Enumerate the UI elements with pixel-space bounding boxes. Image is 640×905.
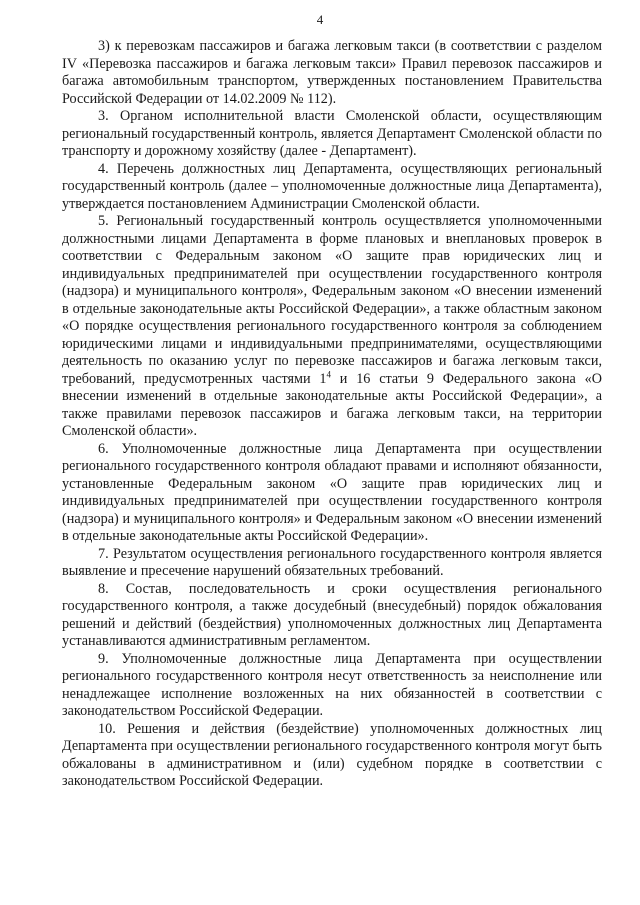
paragraph-5-text-end: и 16 статьи 9 Федерального закона «О внесении изменений в отдельные законодательные акты Российской Федерации», а также правилами перевозок пассажиров и багажа легковым такси, на территории Смоленской области». [62,370,602,439]
paragraph-10-appeal: 10. Решения и действия (бездействие) уполномоченных должностных лиц Департамента при осуществлении регионального государственного контроля могут быть обжалованы в административном и (или) судебном порядке в соответствии с законодательством Российской Федерации. [62,720,602,789]
paragraph-3-executive-body: 3. Органом исполнительной власти Смоленской области, осуществляющим региональный государственный контроль, является Департамент Смоленской области по транспорту и дорожному хозяйству (далее - Департамент). [62,108,602,159]
paragraph-7-result: 7. Результатом осуществления регионального государственного контроля является выявление и пресечение нарушений обязательных требований. [62,545,602,579]
paragraph-6-rights-duties: 6. Уполномоченные должностные лица Департамента при осуществлении регионального государственного контроля обладают правами и исполняют обязанности, установленные Федеральным законом «О защите прав юридических лиц и индивидуальных предпринимателей при осуществлении государственного контроля (надзора) и муниципального контроля» и Федеральным законом «О внесении изменений в отдельные законодательные акты Российской Федерации». [62,440,602,544]
paragraph-5-control-forms [62,213,602,441]
paragraph-5-superscript: 4 [326,368,331,379]
paragraph-5-text-start: 5. Региональный государственный контроль осуществляется уполномоченными должностными лицами Департамента в форме плановых и внеплановых проверок в соответствии с Федеральным законом «О защите прав юридических лиц и индивидуальных предпринимателей при осуществлении государственного контроля (надзора) и муниципального контроля», Федеральным законом «О внесении изменений в отдельные законодательные акты Российской Федерации», а также областным законом «О порядке осуществления регионального государственного контроля за соблюдением юридическими лицами и индивидуальными предпринимателями, осуществляющими деятельность по оказанию услуг по перевозке пассажиров и багажа легковым такси, требований, предусмотренных частями 1 [62,213,602,387]
page-number: 4 [316,12,324,27]
document-body [62,38,602,791]
paragraph-9-responsibility: 9. Уполномоченные должностные лица Департамента при осуществлении регионального государственного контроля несут ответственность за неисполнение или ненадлежащее исполнение возложенных на них обязанностей в соответствии с законодательством Российской Федерации. [62,650,602,719]
paragraph-8-regulation: 8. Состав, последовательность и сроки осуществления регионального государственного контроля, а также досудебный (внесудебный) порядок обжалования решений и действий (бездействия) уполномоченных должностных лиц Департамента устанавливаются административным регламентом. [62,580,602,649]
paragraph-item-3-taxi: 3) к перевозкам пассажиров и багажа легковым такси (в соответствии с разделом IV «Перевозка пассажиров и багажа легковым такси» Правил перевозок пассажиров и багажа автомобильным транспортом, утвержденных постановлением Правительства Российской Федерации от 14.02.2009 № 112). [62,38,602,107]
paragraph-4-officials-list: 4. Перечень должностных лиц Департамента, осуществляющих региональный государственный контроль (далее – уполномоченные должностные лица Департамента), утверждается постановлением Администрации Смоленской области. [62,160,602,212]
